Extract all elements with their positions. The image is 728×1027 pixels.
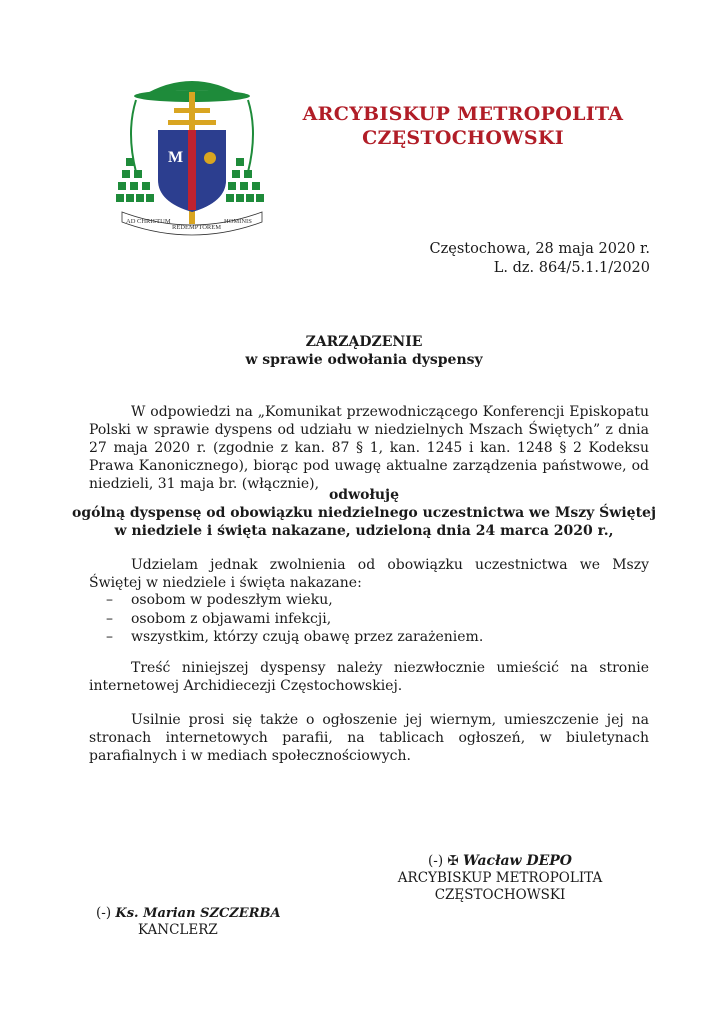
chancellor-role: KANCLERZ	[138, 922, 218, 938]
chancellor-name: Ks. Marian SZCZERBA	[115, 906, 281, 921]
paragraph-2	[89, 556, 649, 592]
document-title	[0, 333, 728, 369]
chancellor-name-line	[96, 905, 281, 922]
paragraph-3	[89, 659, 649, 695]
issuer-title	[298, 102, 628, 150]
signature-name: Wacław DEPO	[462, 853, 573, 869]
decision-word: odwołuję	[328, 487, 400, 503]
chancellor-prefix: (-)	[96, 905, 112, 921]
list-dash: –	[106, 629, 113, 645]
paragraph-4	[89, 711, 649, 765]
signature-name-line	[380, 853, 620, 870]
list-item: – osobom z objawami infekcji,	[106, 610, 332, 627]
decision-line2: w niedziele i święta nakazane, udzieloną dnia 24 marca 2020 r.,	[114, 523, 614, 539]
list-dash: –	[106, 610, 113, 627]
coat-of-arms-icon	[112, 62, 272, 240]
document-subtitle: w sprawie odwołania dyspensy	[245, 352, 483, 368]
list-dash: –	[106, 592, 113, 608]
decision-block	[0, 486, 728, 540]
coat-motto-2: REDEMPTOREM	[172, 224, 221, 231]
list-item: – osobom w podeszłym wieku,	[106, 592, 333, 608]
place-date: Częstochowa, 28 maja 2020 r.	[429, 241, 650, 257]
coat-motto-3: HOMINIS	[224, 218, 252, 225]
exemption-list	[89, 591, 483, 647]
paragraph-3-text: Treść niniejszej dyspensy należy niezwłocznie umieścić na stronie internetowej Archidiecezji Częstochowskiej.	[89, 660, 649, 694]
paragraph-4-text: Usilnie prosi się także o ogłoszenie jej wiernym, umieszczenie jej na stronach internetowych parafii, na tablicach ogłoszeń, w biuletynach parafialnych i w mediach społecznościowych.	[89, 712, 649, 764]
document-title-main: ZARZĄDZENIE	[305, 334, 423, 350]
paragraph-1-text: W odpowiedzi na „Komunikat przewodniczącego Konferencji Episkopatu Polski w sprawie dyspens od udziału w niedzielnych Mszach Świętych” z dnia 27 maja 2020 r. (zgodnie z kan. 87 § 1, kan. 1245 i kan. 1248 § 2 Kodeksu Prawa Kanonicznego), biorąc pod uwagę aktualne zarządzenia państwowe, od niedzieli, 31 maja br. (włącznie),	[89, 404, 649, 492]
paragraph-1	[89, 403, 649, 493]
signature-role-2: CZĘSTOCHOWSKI	[434, 887, 566, 903]
coat-of-arms	[112, 62, 272, 240]
signature-role-1: ARCYBISKUP METROPOLITA	[397, 870, 603, 886]
issuer-title-line1: ARCYBISKUP METROPOLITA	[302, 103, 624, 125]
archbishop-signature	[380, 853, 620, 904]
paragraph-2-text: Udzielam jednak zwolnienia od obowiązku uczestnictwa we Mszy Świętej w niedziele i święta nakazane:	[89, 557, 649, 591]
list-item: – wszystkim, którzy czują obawę przez zarażeniem.	[106, 629, 484, 645]
date-block	[430, 240, 650, 278]
reference-number: L. dz. 864/5.1.1/2020	[493, 260, 650, 276]
signature-prefix: (-) ✠	[427, 853, 459, 869]
issuer-title-line2: CZĘSTOCHOWSKI	[362, 127, 564, 149]
decision-line1: ogólną dyspensę od obowiązku niedzielnego uczestnictwa we Mszy Świętej	[71, 505, 657, 521]
coat-motto-1: AD CHRISTUM	[126, 218, 171, 225]
coat-shield-letter: M	[168, 149, 184, 166]
chancellor-signature	[96, 905, 281, 939]
